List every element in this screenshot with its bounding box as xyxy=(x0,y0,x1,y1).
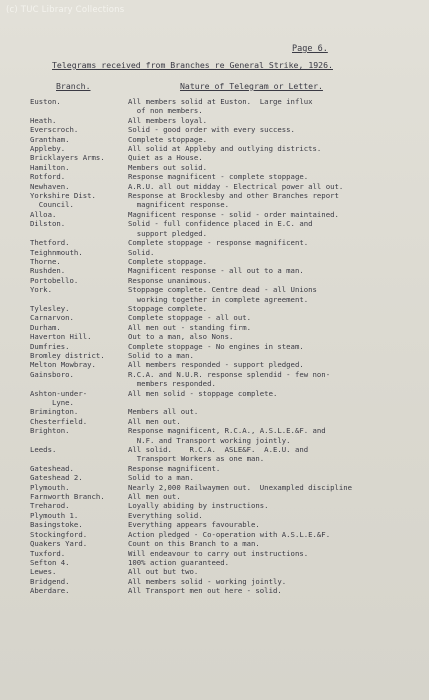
message-cell: All Transport men out here - solid. xyxy=(128,586,282,596)
message-cell: Will endeavour to carry out instructions. xyxy=(128,548,309,558)
branch-cell: Sefton 4. xyxy=(30,557,70,567)
table-row xyxy=(30,106,425,115)
table-row xyxy=(30,445,425,454)
table-row xyxy=(30,238,425,247)
message-cell: Solid - full confidence placed in E.C. and xyxy=(128,219,313,229)
branch-cell: Bromley district. xyxy=(30,350,105,360)
branch-cell: Gateshead. xyxy=(30,463,74,473)
table-row xyxy=(30,436,425,445)
table-row xyxy=(30,530,425,539)
branch-cell: Plymouth 1. xyxy=(30,510,79,520)
branch-cell: Quakers Yard. xyxy=(30,539,88,549)
branch-cell: Dumfries. xyxy=(30,341,70,351)
message-cell: All solid at Appleby and outlying districts. xyxy=(128,144,322,154)
column-header-branch: Branch. xyxy=(56,81,91,91)
table-row xyxy=(30,539,425,548)
branch-cell: Gateshead 2. xyxy=(30,473,83,483)
message-cell: magnificent response. xyxy=(128,200,230,210)
message-cell: Magnificent response - all out to a man. xyxy=(128,266,304,276)
table-row xyxy=(30,407,425,416)
message-cell: Complete stoppage. xyxy=(128,256,208,266)
message-cell: Response at Brocklesby and other Branches report xyxy=(128,191,339,201)
branch-cell: Newhaven. xyxy=(30,181,70,191)
message-cell: A.R.U. all out midday - Electrical power all out. xyxy=(128,181,344,191)
table-row xyxy=(30,172,425,181)
message-cell: All solid. R.C.A. ASLE&F. A.E.U. and xyxy=(128,445,309,455)
branch-cell: Thorne. xyxy=(30,256,61,266)
table-row xyxy=(30,191,425,200)
branch-cell: Rotford. xyxy=(30,172,66,182)
branch-cell: Everscroch. xyxy=(30,125,79,135)
table-row xyxy=(30,200,425,209)
branch-cell: Plymouth. xyxy=(30,482,70,492)
branch-cell: Dilston. xyxy=(30,219,66,229)
message-cell: Response magnificent - complete stoppage. xyxy=(128,172,309,182)
table-row xyxy=(30,248,425,257)
message-cell: Everything appears favourable. xyxy=(128,520,260,530)
message-cell: All men solid - stoppage complete. xyxy=(128,388,278,398)
message-cell: N.F. and Transport working jointly. xyxy=(128,435,291,445)
table-row xyxy=(30,97,425,106)
table-row xyxy=(30,323,425,332)
message-cell: Response magnificent, R.C.A., A.S.L.E.&F. and xyxy=(128,426,326,436)
message-cell: Solid - good order with every success. xyxy=(128,125,295,135)
branch-cell: Stockingford. xyxy=(30,529,88,539)
message-cell: 100% action guaranteed. xyxy=(128,557,230,567)
message-cell: of non members. xyxy=(128,106,203,116)
message-cell: Response unanimous. xyxy=(128,275,212,285)
message-cell: working together in complete agreement. xyxy=(128,294,309,304)
branch-cell: Leeds. xyxy=(30,445,57,455)
message-cell: support pledged. xyxy=(128,228,208,238)
branch-cell: Brimington. xyxy=(30,407,79,417)
branch-cell: Bricklayers Arms. xyxy=(30,153,105,163)
branch-cell: Treharod. xyxy=(30,501,70,511)
table-row xyxy=(30,389,425,398)
message-cell: R.C.A. and N.U.R. response splendid - few non- xyxy=(128,369,331,379)
branch-cell: Tuxford. xyxy=(30,548,66,558)
branch-cell: Tylesley. xyxy=(30,303,70,313)
table-row xyxy=(30,229,425,238)
message-cell: Complete stoppage - all out. xyxy=(128,313,252,323)
branch-cell xyxy=(30,106,128,115)
branch-cell: Council. xyxy=(30,200,74,210)
branch-cell: Grantham. xyxy=(30,134,70,144)
table-row xyxy=(30,379,425,388)
table-row xyxy=(30,464,425,473)
table-row xyxy=(30,417,425,426)
table-row xyxy=(30,454,425,463)
message-cell: All members loyal. xyxy=(128,115,208,125)
branch-cell: Hamilton. xyxy=(30,162,70,172)
table-row xyxy=(30,360,425,369)
table-row xyxy=(30,266,425,275)
branch-cell xyxy=(30,436,128,445)
page-number: Page 6. xyxy=(292,44,328,54)
branch-cell: Ashton-under- xyxy=(30,388,88,398)
branch-cell xyxy=(30,379,128,388)
table-row xyxy=(30,473,425,482)
branch-cell: Aberdare. xyxy=(30,586,70,596)
branch-cell: Farnworth Branch. xyxy=(30,492,105,502)
table-row xyxy=(30,219,425,228)
column-header-nature: Nature of Telegram or Letter. xyxy=(180,81,323,91)
branch-cell: Haverton Hill. xyxy=(30,332,92,342)
message-cell: All members solid - working jointly. xyxy=(128,576,287,586)
watermark: (c) TUC Library Collections xyxy=(6,5,125,15)
message-cell: Complete stoppage. xyxy=(128,134,208,144)
branch-cell: Lyne. xyxy=(30,398,74,407)
table-row xyxy=(30,351,425,360)
message-cell: Solid. xyxy=(128,247,155,257)
branch-cell: Alloa. xyxy=(30,209,57,219)
table-row xyxy=(30,501,425,510)
message-cell: Members out solid. xyxy=(128,162,208,172)
message-cell xyxy=(128,398,425,407)
message-cell: Solid to a man. xyxy=(128,350,194,360)
table-row xyxy=(30,511,425,520)
table-row xyxy=(30,276,425,285)
message-cell: Transport Workers as one man. xyxy=(128,454,265,464)
message-cell: Everything solid. xyxy=(128,510,203,520)
message-cell: Members all out. xyxy=(128,407,199,417)
branch-cell xyxy=(30,229,128,238)
table-row xyxy=(30,520,425,529)
table-row xyxy=(30,295,425,304)
branch-cell xyxy=(30,454,128,463)
message-cell: Action pledged - Co-operation with A.S.L.E.&F. xyxy=(128,529,331,539)
table-row xyxy=(30,492,425,501)
message-cell: All men out. xyxy=(128,492,181,502)
message-cell: Count on this Branch to a man. xyxy=(128,539,260,549)
branch-cell: Basingstoke. xyxy=(30,520,83,530)
document-title: Telegrams received from Branches re General Strike, 1926. xyxy=(52,60,333,70)
message-cell: All members solid at Euston. Large influx xyxy=(128,97,313,106)
table-row xyxy=(30,558,425,567)
table-row xyxy=(30,586,425,595)
table-row xyxy=(30,332,425,341)
branch-cell: Chesterfield. xyxy=(30,416,88,426)
branch-cell: Melton Mowbray. xyxy=(30,360,96,370)
branch-cell: Portobello. xyxy=(30,275,79,285)
table-row xyxy=(30,483,425,492)
message-cell: Response magnificent. xyxy=(128,463,221,473)
message-cell: All members responded - support pledged. xyxy=(128,360,304,370)
table-row xyxy=(30,116,425,125)
branch-cell: Lewes. xyxy=(30,567,57,577)
branch-cell: Rushden. xyxy=(30,266,66,276)
table-row xyxy=(30,398,425,407)
table-row xyxy=(30,144,425,153)
branch-cell: Yorkshire Dist. xyxy=(30,191,96,201)
message-cell: Loyally abiding by instructions. xyxy=(128,501,269,511)
table-row xyxy=(30,577,425,586)
table-row xyxy=(30,549,425,558)
branch-cell: Gainsboro. xyxy=(30,369,74,379)
table-row xyxy=(30,304,425,313)
table-row xyxy=(30,285,425,294)
branch-cell: Euston. xyxy=(30,97,61,106)
message-cell: Nearly 2,000 Railwaymen out. Unexampled discipline xyxy=(128,482,353,492)
branch-cell: Durham. xyxy=(30,322,61,332)
message-cell: Magnificent response - solid - order maintained. xyxy=(128,209,339,219)
table-row xyxy=(30,125,425,134)
table-row xyxy=(30,153,425,162)
branch-cell: Appleby. xyxy=(30,144,66,154)
message-cell: members responded. xyxy=(128,379,216,389)
table-row xyxy=(30,257,425,266)
message-cell: Solid to a man. xyxy=(128,473,194,483)
branch-cell: Teighnmouth. xyxy=(30,247,83,257)
message-cell: Stoppage complete. xyxy=(128,303,208,313)
message-cell: Out to a man, also Nons. xyxy=(128,332,234,342)
branch-cell: Thetford. xyxy=(30,238,70,248)
table-row xyxy=(30,313,425,322)
telegram-list xyxy=(30,97,425,596)
message-cell: Complete stoppage - No engines in steam. xyxy=(128,341,304,351)
branch-cell: Brighton. xyxy=(30,426,70,436)
table-row xyxy=(30,182,425,191)
table-row xyxy=(30,426,425,435)
message-cell: All out but two. xyxy=(128,567,199,577)
message-cell: All men out - standing firm. xyxy=(128,322,252,332)
table-row xyxy=(30,370,425,379)
table-row xyxy=(30,135,425,144)
table-row xyxy=(30,163,425,172)
branch-cell: Bridgend. xyxy=(30,576,70,586)
table-row xyxy=(30,342,425,351)
branch-cell: Carnarvon. xyxy=(30,313,74,323)
message-cell: Quiet as a House. xyxy=(128,153,203,163)
message-cell: Complete stoppage - response magnificent. xyxy=(128,238,309,248)
table-row xyxy=(30,567,425,576)
message-cell: Stoppage complete. Centre dead - all Unions xyxy=(128,285,317,295)
message-cell: All men out. xyxy=(128,416,181,426)
branch-cell xyxy=(30,295,128,304)
branch-cell: York. xyxy=(30,285,52,295)
table-row xyxy=(30,210,425,219)
branch-cell: Heath. xyxy=(30,115,57,125)
